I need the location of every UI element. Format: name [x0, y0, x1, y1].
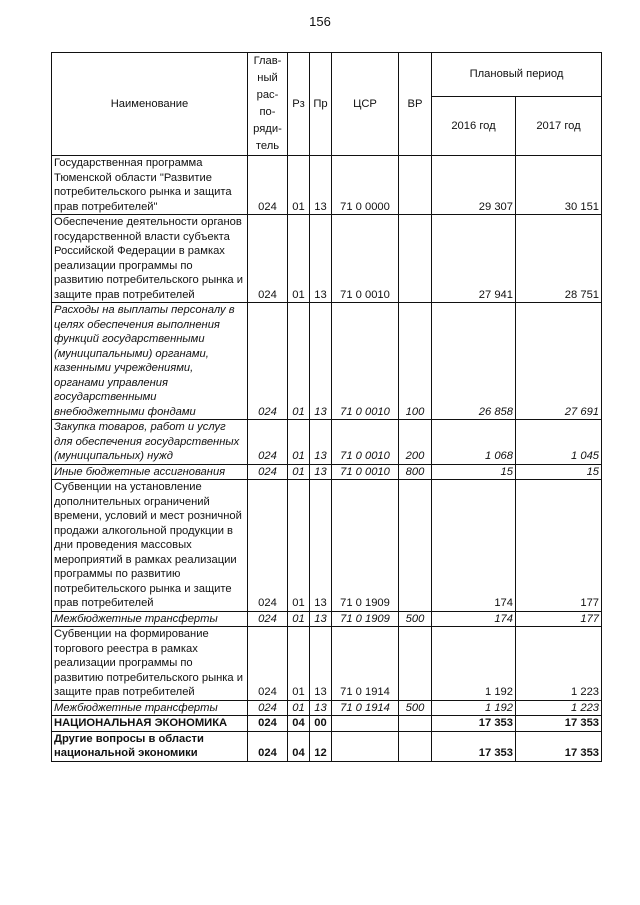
cell-amount-2016: 174 [432, 480, 516, 612]
cell-section: 01 [288, 700, 310, 716]
cell-expense-type [399, 156, 432, 215]
cell-administrator: 024 [248, 156, 288, 215]
cell-amount-2016: 17 353 [432, 716, 516, 732]
cell-administrator: 024 [248, 731, 288, 761]
table-row [52, 464, 602, 480]
header-main-administrator: Глав- ный рас- по- ряди- тель [248, 53, 288, 156]
cell-amount-2017: 1 223 [516, 700, 602, 716]
cell-expense-type [399, 480, 432, 612]
cell-target-article: 71 0 0010 [332, 464, 399, 480]
cell-amount-2017: 28 751 [516, 215, 602, 303]
cell-name: Субвенции на установление дополнительных ограничений времени, условий и мест розничной продажи алкогольной продукции в дни проведения массовых мероприятий в рамках реализации программы по развитию потребительского рынка и защите прав потребителей [52, 480, 248, 612]
table-row [52, 700, 602, 716]
cell-target-article: 71 0 1909 [332, 480, 399, 612]
cell-amount-2017: 1 045 [516, 420, 602, 465]
header-year-2016: 2016 год [432, 97, 516, 156]
cell-section: 01 [288, 156, 310, 215]
cell-amount-2017: 177 [516, 611, 602, 627]
cell-subsection: 13 [310, 627, 332, 701]
cell-name: Государственная программа Тюменской области "Развитие потребительского рынка и защита прав потребителей" [52, 156, 248, 215]
cell-target-article [332, 731, 399, 761]
cell-amount-2017: 30 151 [516, 156, 602, 215]
cell-expense-type [399, 627, 432, 701]
cell-name: Субвенции на формирование торгового реестра в рамках реализации программы по развитию потребительского рынка и защите прав потребителей [52, 627, 248, 701]
cell-name: Иные бюджетные ассигнования [52, 464, 248, 480]
cell-subsection: 00 [310, 716, 332, 732]
cell-amount-2017: 17 353 [516, 716, 602, 732]
cell-amount-2016: 27 941 [432, 215, 516, 303]
cell-amount-2016: 17 353 [432, 731, 516, 761]
header-planned-period: Плановый период [432, 53, 602, 97]
cell-administrator: 024 [248, 303, 288, 420]
page-number: 156 [309, 14, 331, 29]
cell-expense-type: 200 [399, 420, 432, 465]
cell-name: Расходы на выплаты персоналу в целях обеспечения выполнения функций государственными (муниципальными) органами, казенными учреждениями, органами управления государственными внебюджетными фондами [52, 303, 248, 420]
cell-expense-type [399, 731, 432, 761]
cell-target-article: 71 0 0010 [332, 420, 399, 465]
table-row [52, 731, 602, 761]
cell-administrator: 024 [248, 420, 288, 465]
cell-name: Закупка товаров, работ и услуг для обеспечения государственных (муниципальных) нужд [52, 420, 248, 465]
cell-target-article: 71 0 1914 [332, 627, 399, 701]
cell-amount-2016: 174 [432, 611, 516, 627]
table-row [52, 420, 602, 465]
cell-target-article: 71 0 0010 [332, 215, 399, 303]
cell-section: 01 [288, 480, 310, 612]
header-year-2017: 2017 год [516, 97, 602, 156]
cell-target-article: 71 0 1914 [332, 700, 399, 716]
cell-subsection: 13 [310, 700, 332, 716]
cell-administrator: 024 [248, 716, 288, 732]
cell-target-article: 71 0 0000 [332, 156, 399, 215]
table-row [52, 716, 602, 732]
cell-amount-2017: 177 [516, 480, 602, 612]
cell-amount-2016: 1 192 [432, 627, 516, 701]
cell-administrator: 024 [248, 480, 288, 612]
cell-section: 01 [288, 215, 310, 303]
cell-expense-type [399, 215, 432, 303]
cell-name: НАЦИОНАЛЬНАЯ ЭКОНОМИКА [52, 716, 248, 732]
cell-name: Обеспечение деятельности органов государственной власти субъекта Российской Федерации в рамках реализации программы по развитию потребительского рынка и защите прав потребителей [52, 215, 248, 303]
cell-administrator: 024 [248, 700, 288, 716]
cell-name: Межбюджетные трансферты [52, 700, 248, 716]
cell-subsection: 13 [310, 420, 332, 465]
header-section: Рз [288, 53, 310, 156]
cell-expense-type: 100 [399, 303, 432, 420]
cell-subsection: 13 [310, 303, 332, 420]
cell-section: 01 [288, 303, 310, 420]
budget-table [51, 52, 602, 762]
cell-expense-type: 500 [399, 611, 432, 627]
table-row [52, 215, 602, 303]
header-expense-type: ВР [399, 53, 432, 156]
cell-subsection: 13 [310, 480, 332, 612]
cell-target-article: 71 0 0010 [332, 303, 399, 420]
cell-section: 04 [288, 731, 310, 761]
cell-target-article [332, 716, 399, 732]
cell-target-article: 71 0 1909 [332, 611, 399, 627]
cell-subsection: 13 [310, 611, 332, 627]
cell-section: 04 [288, 716, 310, 732]
cell-administrator: 024 [248, 464, 288, 480]
cell-section: 01 [288, 420, 310, 465]
cell-amount-2016: 29 307 [432, 156, 516, 215]
cell-subsection: 13 [310, 156, 332, 215]
cell-subsection: 12 [310, 731, 332, 761]
cell-name: Межбюджетные трансферты [52, 611, 248, 627]
table-row [52, 480, 602, 612]
cell-amount-2016: 1 068 [432, 420, 516, 465]
cell-name: Другие вопросы в области национальной экономики [52, 731, 248, 761]
cell-amount-2016: 15 [432, 464, 516, 480]
cell-amount-2016: 26 858 [432, 303, 516, 420]
cell-expense-type: 500 [399, 700, 432, 716]
cell-subsection: 13 [310, 215, 332, 303]
header-name: Наименование [52, 53, 248, 156]
cell-administrator: 024 [248, 215, 288, 303]
cell-administrator: 024 [248, 627, 288, 701]
cell-amount-2017: 15 [516, 464, 602, 480]
header-target-article: ЦСР [332, 53, 399, 156]
table-row [52, 156, 602, 215]
cell-amount-2017: 1 223 [516, 627, 602, 701]
cell-amount-2016: 1 192 [432, 700, 516, 716]
cell-section: 01 [288, 627, 310, 701]
cell-administrator: 024 [248, 611, 288, 627]
header-subsection: Пр [310, 53, 332, 156]
cell-section: 01 [288, 464, 310, 480]
cell-expense-type: 800 [399, 464, 432, 480]
cell-expense-type [399, 716, 432, 732]
cell-amount-2017: 27 691 [516, 303, 602, 420]
cell-amount-2017: 17 353 [516, 731, 602, 761]
table-row [52, 627, 602, 701]
cell-subsection: 13 [310, 464, 332, 480]
table-row [52, 611, 602, 627]
cell-section: 01 [288, 611, 310, 627]
table-body [52, 156, 602, 762]
table-row [52, 303, 602, 420]
